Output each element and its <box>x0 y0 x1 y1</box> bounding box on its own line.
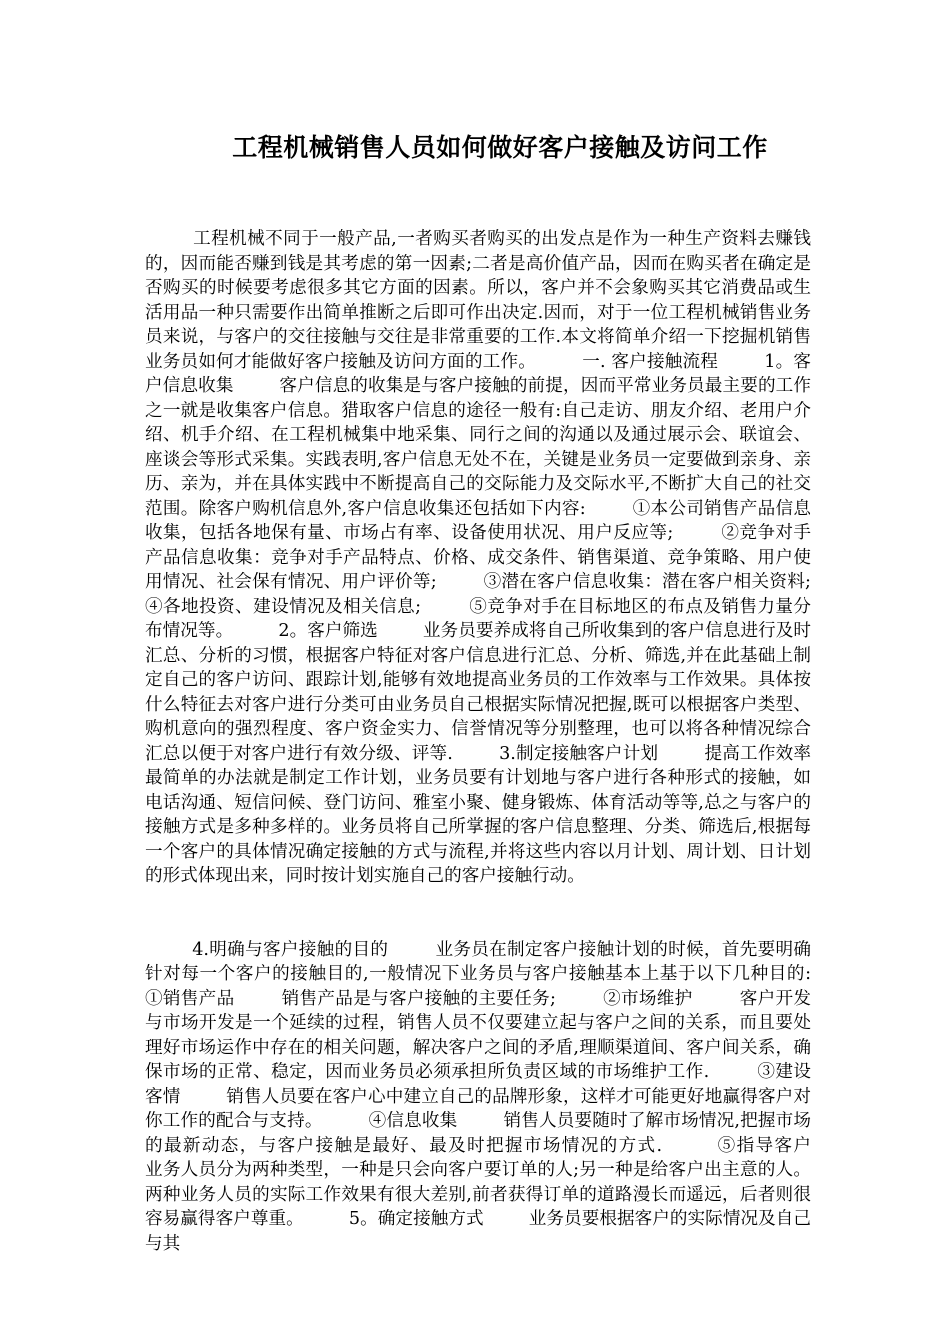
paragraph-1: 工程机械不同于一般产品,一者购买者购买的出发点是作为一种生产资料去赚钱的，因而能否赚到钱是其考虑的第一因素;二者是高价值产品，因而在购买者在确定是否购买的时候要考虑很多其它方面的因素。所以，客户并不会象购买其它消费品或生活用品一种只需要作出简单推断之后即可作出决定.因而，对于一位工程机械销售业务员来说，与客户的交往接触与交往是非常重要的工作.本文将简单介绍一下挖掘机销售业务员如何才能做好客户接触及访问方面的工作。 一. 客户接触流程 1。客户信息收集 客户信息的收集是与客户接触的前提，因而平常业务员最主要的工作之一就是收集客户信息。猎取客户信息的途径一般有:自己走访、朋友介绍、老用户介绍、机手介绍、在工程机械集中地采集、同行之间的沟通以及通过展示会、联谊会、座谈会等形式采集。实践表明,客户信息无处不在，关键是业务员一定要做到亲身、亲历、亲为，并在具体实践中不断提高自己的交际能力及交际水平,不断扩大自己的社交范围。除客户购机信息外,客户信息收集还包括如下内容: ①本公司销售产品信息收集，包括各地保有量、市场占有率、设备使用状况、用户反应等; ②竞争对手产品信息收集：竞争对手产品特点、价格、成交条件、销售渠道、竞争策略、用户使用情况、社会保有情况、用户评价等; ③潜在客户信息收集：潜在客户相关资料; ④各地投资、建设情况及相关信息; ⑤竞争对手在目标地区的布点及销售力量分布情况等。 2。客户筛选 业务员要养成将自己所收集到的客户信息进行及时汇总、分析的习惯，根据客户特征对客户信息进行汇总、分析、筛选,并在此基础上制定自己的客户访问、跟踪计划,能够有效地提高业务员的工作效率与工作效果。具体按什么特征去对客户进行分类可由业务员自己根据实际情况把握,既可以根据客户类型、购机意向的强烈程度、客户资金实力、信誉情况等分别整理，也可以将各种情况综合汇总以便于对客户进行有效分级、评等. 3.制定接触客户计划 提高工作效率最简单的办法就是制定工作计划，业务员要有计划地与客户进行各种形式的接触，如电话沟通、短信问候、登门访问、雅室小聚、健身锻炼、体育活动等等,总之与客户的接触方式是多种多样的。业务员将自己所掌握的客户信息整理、分类、筛选后,根据每一个客户的具体情况确定接触的方式与流程,并将这些内容以月计划、周计划、日计划的形式体现出来，同时按计划实施自己的客户接触行动。 <box>145 229 856 886</box>
paragraph-2: 4.明确与客户接触的目的 业务员在制定客户接触计划的时候，首先要明确针对每一个客户的接触目的,一般情况下业务员与客户接触基本上基于以下几种目的: ①销售产品 销售产品是与客户接触的主要任务; ②市场维护 客户开发与市场开发是一个延续的过程，销售人员不仅要建立起与客户之间的关系，而且要处理好市场运作中存在的相关问题，解决客户之间的矛盾,理顺渠道间、客户间关系，确保市场的正常、稳定，因而业务员必须承担所负责区域的市场维护工作. ③建设客情 销售人员要在客户心中建立自己的品牌形象，这样才可能更好地赢得客户对你工作的配合与支持。 ④信息收集 销售人员要随时了解市场情况,把握市场的最新动态，与客户接触是最好、最及时把握市场情况的方式. ⑤指导客户 业务人员分为两种类型，一种是只会向客户要订单的人;另一种是给客户出主意的人。两种业务人员的实际工作效果有很大差别,前者获得订单的道路漫长而遥远，后者则很容易赢得客户尊重。 5。确定接触方式 业务员要根据客户的实际情况及自己与其 <box>145 939 856 1254</box>
document-page <box>145 128 856 1305</box>
document-body <box>145 178 856 1305</box>
document-title: 工程机械销售人员如何做好客户接触及访问工作 <box>232 133 768 162</box>
